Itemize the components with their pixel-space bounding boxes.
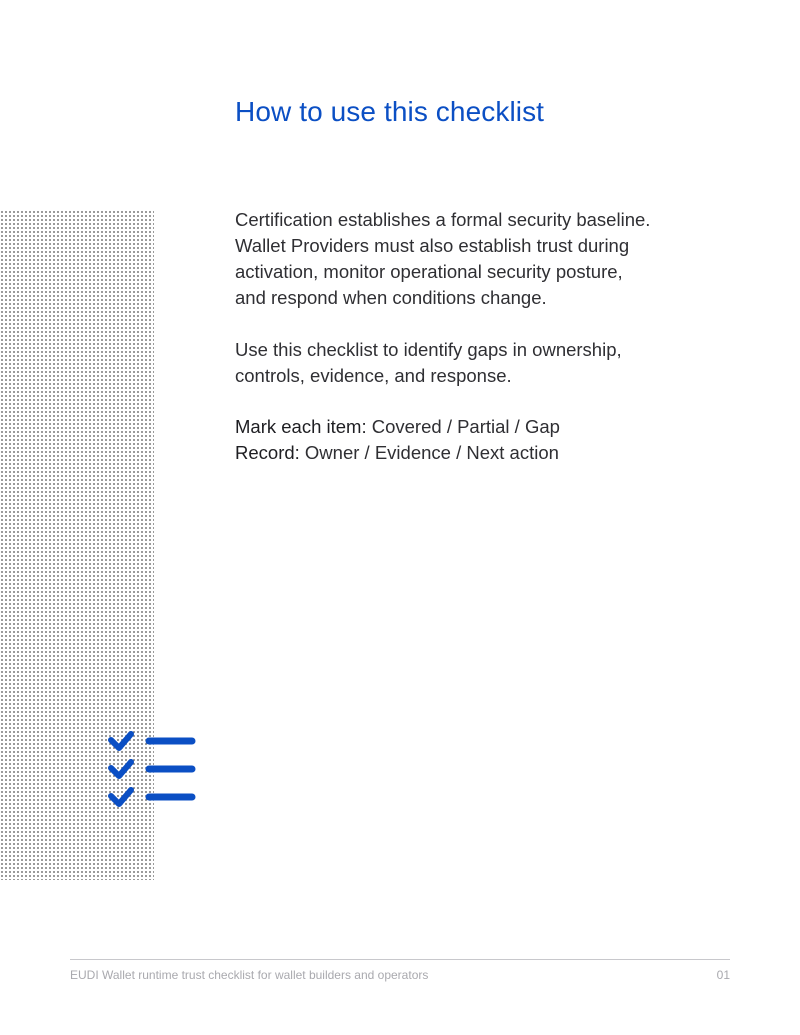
check-icon [111,762,131,776]
footer-text: EUDI Wallet runtime trust checklist for wallet builders and operators [70,968,429,982]
mark-label: Mark each item: [235,416,367,437]
page-number: 01 [716,968,730,982]
usage-line: Use this checklist to identify gaps in ownership, [235,339,622,360]
intro-paragraph [235,207,715,311]
intro-line: and respond when conditions change. [235,287,547,308]
footer-divider [70,959,730,960]
check-icon [111,790,131,804]
record-value: Owner / Evidence / Next action [299,442,559,463]
mark-value: Covered / Partial / Gap [366,416,560,437]
usage-paragraph [235,337,715,389]
intro-line: activation, monitor operational security posture, [235,261,623,282]
mark-instruction [235,414,715,440]
record-instruction [235,440,715,466]
intro-line: Wallet Providers must also establish trust during [235,235,630,256]
record-label: Record: [235,442,300,463]
body-content [235,207,715,466]
page-title: How to use this checklist [235,96,545,127]
checklist-icon [106,728,198,810]
intro-line: Certification establishes a formal security baseline. [235,209,651,230]
check-icon [111,734,131,748]
usage-line: controls, evidence, and response. [235,365,512,386]
